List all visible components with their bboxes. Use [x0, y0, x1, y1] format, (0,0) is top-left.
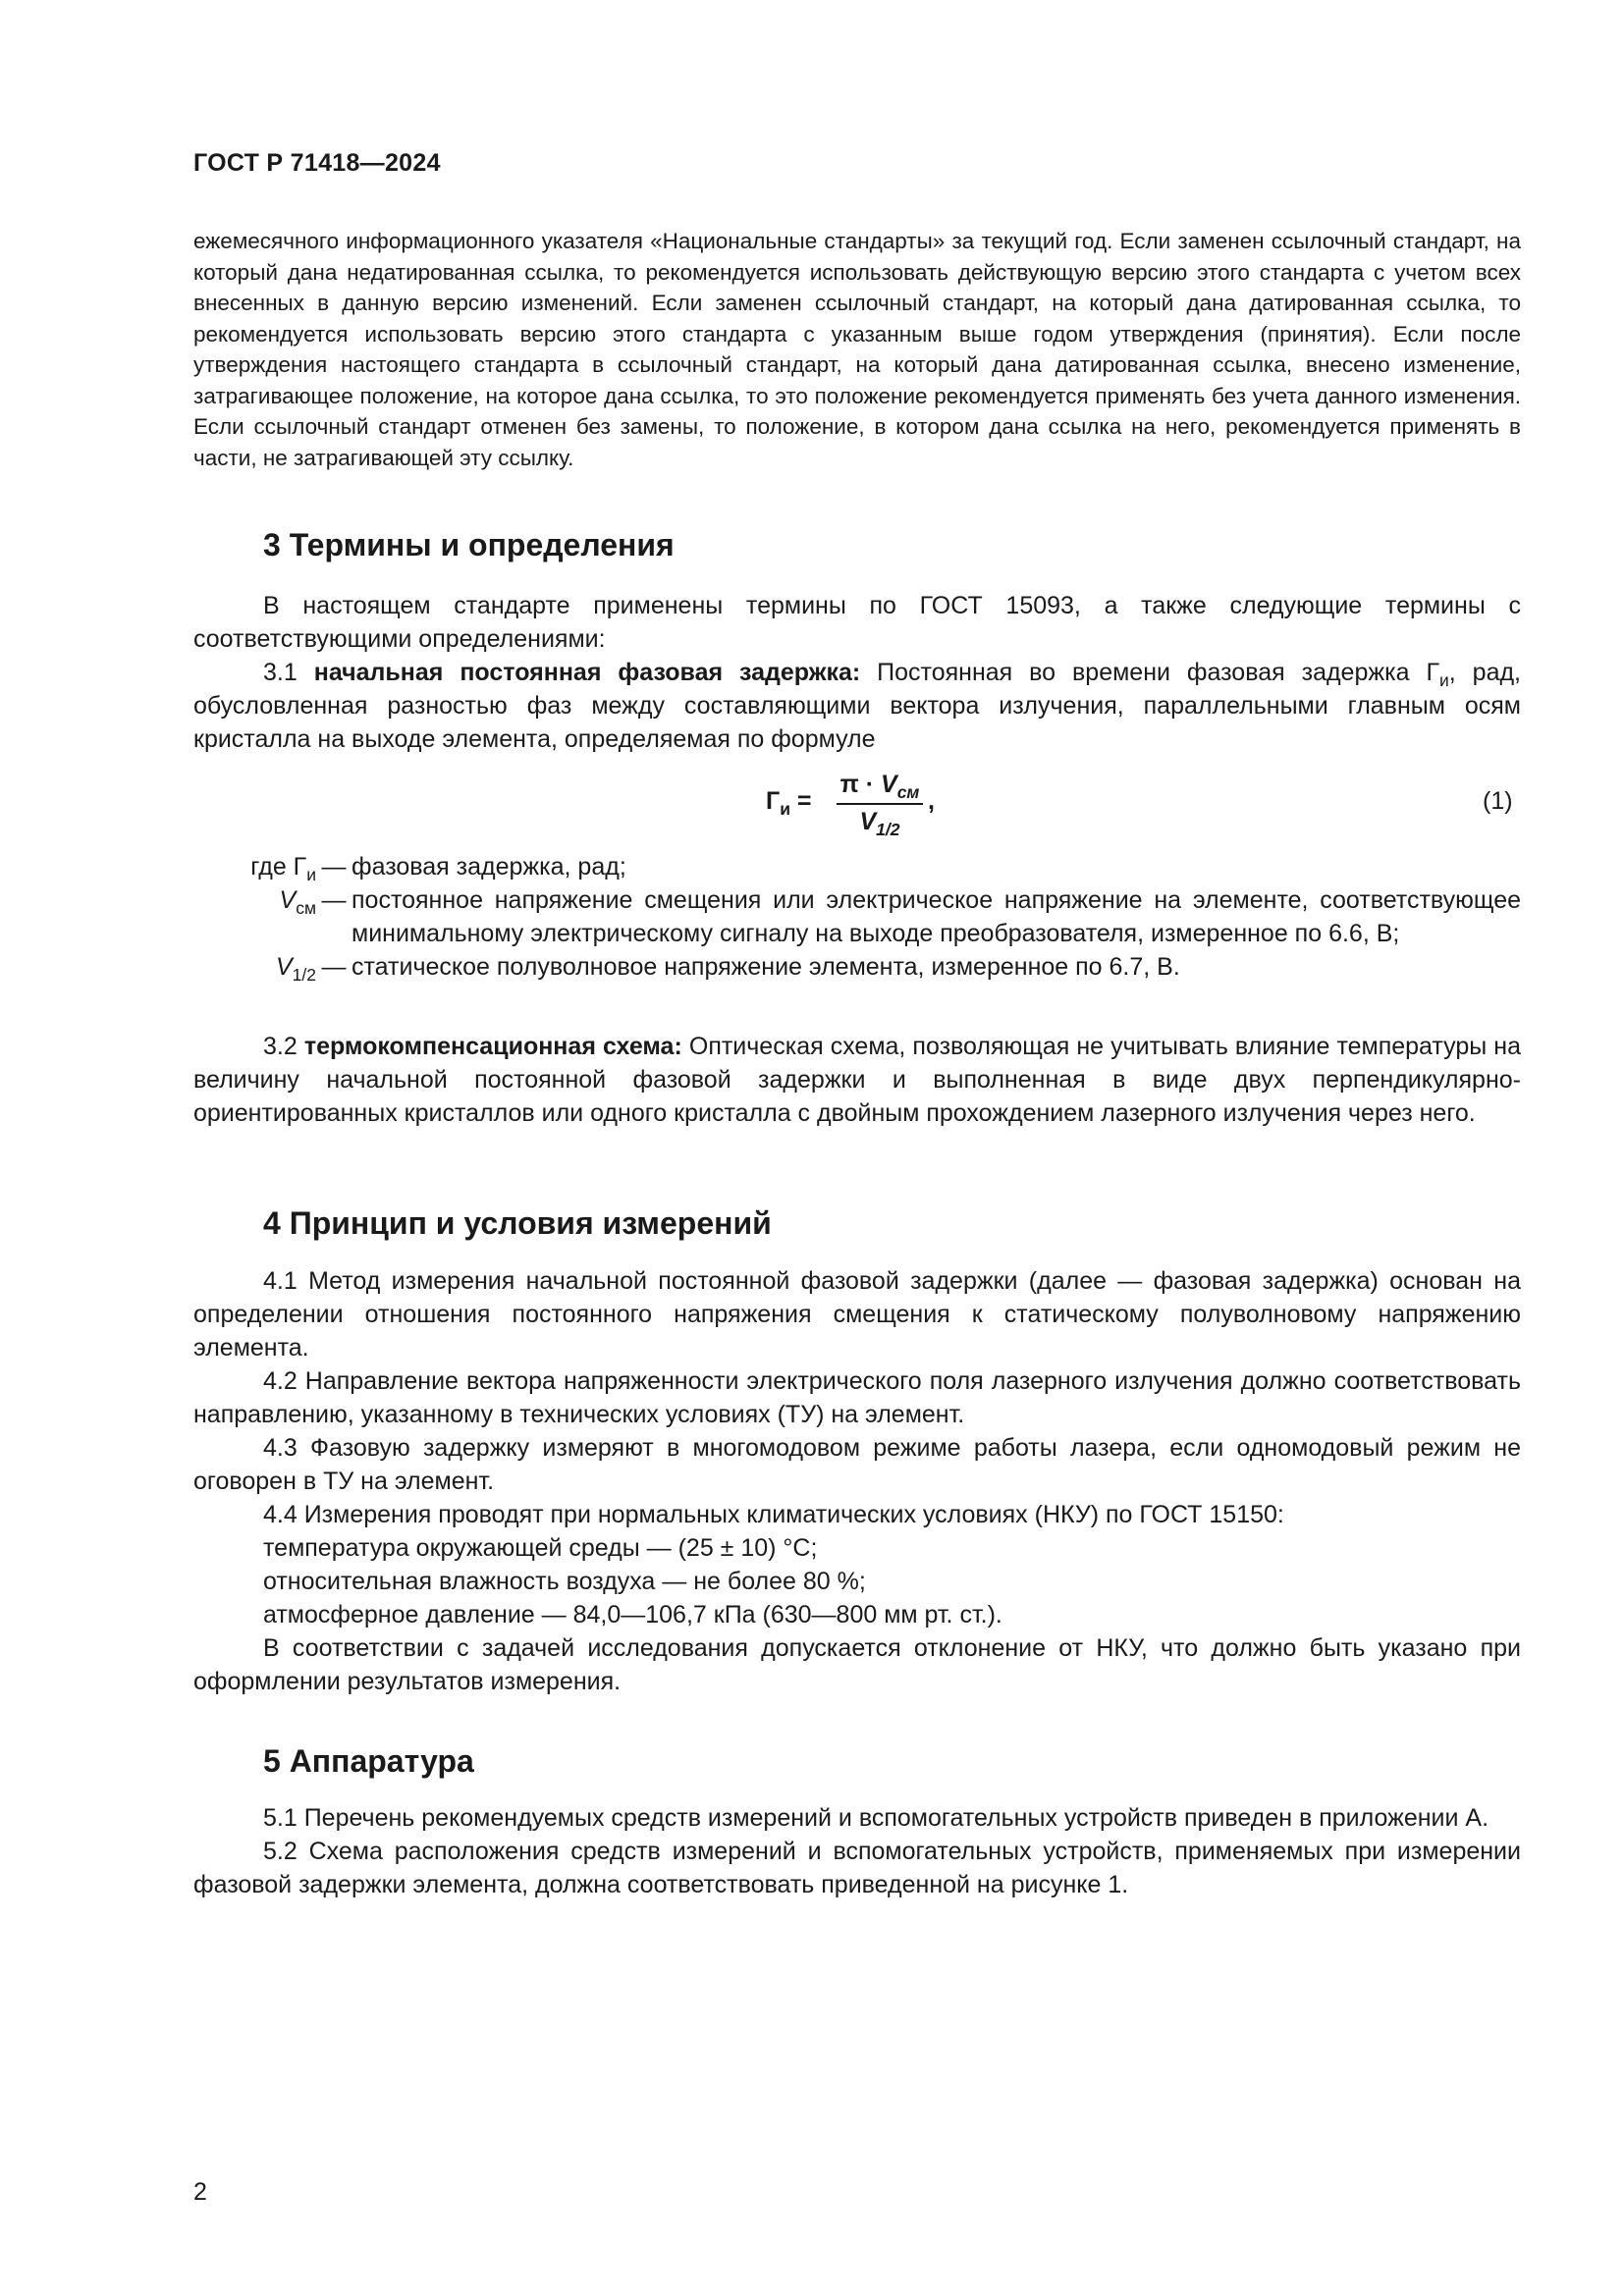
- legend-symbol: V: [275, 953, 293, 981]
- legend-dash: —: [321, 853, 347, 881]
- equation-number: (1): [1483, 787, 1513, 815]
- formula-legend: [193, 850, 1521, 984]
- formula-1: [766, 771, 962, 839]
- para-4-4-temperature: температура окружающей среды — (25 ± 10) °C;: [263, 1534, 818, 1562]
- legend-dash: —: [321, 953, 347, 981]
- formula-dot: ·: [865, 771, 875, 798]
- formula-numerator: [837, 771, 923, 802]
- para-4-4: 4.4 Измерения проводят при нормальных климатических условиях (НКУ) по ГОСТ 15150:: [263, 1501, 1284, 1528]
- reference-paragraph: ежемесячного информационного указателя «Национальные стандарты» за текущий год. Если заменен ссылочный стандарт, на который дана недатированная ссылка, то рекомендуется использовать действующую версию этого стандарта с учетом всех внесенных в данную версию изменений. Если заменен ссылочный стандарт, на который дана датированная ссылка, то рекомендуется использовать версию этого стандарта с указанным выше годом утверждения (принятия). Если после утверждения настоящего стандарта в ссылочный стандарт, на который дана датированная ссылка, внесено изменение, затрагивающее положение, на которое дана ссылка, то это положение рекомендуется применять без учета данного изменения. Если ссылочный стандарт отменен без замены, то положение, в котором дана ссылка на него, рекомендуется применять в части, не затрагивающей эту ссылку.: [193, 229, 1521, 470]
- legend-row: [193, 850, 1521, 883]
- term-3-1-def-start: Постоянная во времени фазовая задержка Г: [877, 659, 1439, 686]
- section-3-heading: 3 Термины и определения: [263, 527, 675, 562]
- legend-description: постоянное напряжение смещения или электрическое напряжение на элементе, соответствующее минимальному электрическому сигналу на выходе преобразователя, измеренное по 6.6, В;: [352, 886, 1521, 947]
- section-4-heading: 4 Принцип и условия измерений: [263, 1205, 772, 1241]
- term-3-2: [193, 1030, 1521, 1130]
- fraction-bar: [837, 803, 923, 805]
- legend-symbol: V: [279, 886, 297, 914]
- formula-num-v-sub: см: [896, 782, 920, 802]
- term-3-1-name: начальная постоянная фазовая задержка:: [313, 659, 861, 686]
- section-4-body: [193, 1264, 1521, 1698]
- section-5-heading: 5 Аппаратура: [263, 1743, 474, 1779]
- legend-description: статическое полуволновое напряжение элемента, измеренное по 6.7, В.: [352, 953, 1180, 981]
- legend-symbol-sub: см: [296, 898, 316, 918]
- term-3-2-definition: Оптическая схема, позволяющая не учитывать влияние температуры на величину начальной постоянной фазовой задержки и выполненная в виде двух перпендикулярно-ориентированных кристаллов или одного кристалла с двойным прохождением лазерного излучения через него.: [193, 1033, 1522, 1127]
- section-5-body: [193, 1801, 1521, 1901]
- term-3-1-def-sub: и: [1438, 670, 1449, 690]
- formula-comma: ,: [928, 787, 935, 815]
- para-5-2: 5.2 Схема расположения средств измерений и вспомогательных устройств, применяемых при измерении фазовой задержки элемента, должна соответствовать приведенной на рисунке 1.: [193, 1838, 1521, 1898]
- legend-prefix: где: [250, 853, 294, 881]
- formula-den-v: V: [859, 808, 877, 835]
- formula-lhs-sub: и: [780, 799, 790, 819]
- page-number: 2: [193, 2178, 207, 2206]
- formula-equals: =: [796, 787, 812, 815]
- formula-lhs: [766, 787, 812, 819]
- formula-lhs-symbol: Г: [766, 787, 781, 815]
- term-3-1-number: 3.1: [263, 659, 298, 686]
- section-3-body: [193, 589, 1521, 756]
- legend-dash: —: [321, 886, 347, 914]
- para-5-1: 5.1 Перечень рекомендуемых средств измерений и вспомогательных устройств приведен в приложении А.: [263, 1804, 1489, 1832]
- para-4-4-humidity: относительная влажность воздуха — не более 80 %;: [263, 1568, 866, 1595]
- legend-symbol: Г: [293, 853, 307, 881]
- para-4-2: 4.2 Направление вектора напряженности электрического поля лазерного излучения должно соответствовать направлению, указанному в технических условиях (ТУ) на элемент.: [193, 1367, 1521, 1428]
- legend-description: фазовая задержка, рад;: [352, 853, 626, 881]
- term-3-2-name: термокомпенсационная схема:: [303, 1033, 682, 1060]
- legend-symbol-sub: и: [306, 865, 316, 884]
- formula-denominator: [837, 808, 923, 839]
- term-3-2-number: 3.2: [263, 1033, 298, 1060]
- term-3-1: [193, 656, 1521, 756]
- formula-pi: π: [839, 771, 859, 798]
- formula-num-v: V: [881, 771, 897, 798]
- para-4-3: 4.3 Фазовую задержку измеряют в многомодовом режиме работы лазера, если одномодовый режим не оговорен в ТУ на элемент.: [193, 1434, 1521, 1495]
- document-header: ГОСТ Р 71418—2024: [193, 149, 441, 177]
- legend-symbol-sub: 1/2: [292, 965, 316, 985]
- para-4-4-pressure: атмосферное давление — 84,0—106,7 кПа (630—800 мм рт. ст.).: [263, 1601, 1002, 1629]
- section-3-intro: В настоящем стандарте применены термины по ГОСТ 15093, а также следующие термины с соответствующими определениями:: [193, 592, 1521, 653]
- para-4-5: В соответствии с задачей исследования допускается отклонение от НКУ, что должно быть указано при оформлении результатов измерения.: [193, 1634, 1521, 1695]
- term-3-2-block: [193, 1030, 1521, 1130]
- term-3-1-def-end: , рад, обусловленная разностью фаз между составляющими вектора излучения, параллельными главным осям кристалла на выходе элемента, определяемая по формуле: [193, 659, 1522, 753]
- para-4-1: 4.1 Метод измерения начальной постоянной фазовой задержки (далее — фазовая задержка) основан на определении отношения постоянного напряжения смещения к статическому полуволновому напряжению элемента.: [193, 1267, 1521, 1362]
- legend-row: [193, 950, 1521, 984]
- legend-row: [193, 883, 1521, 950]
- formula-den-v-sub: 1/2: [876, 820, 900, 839]
